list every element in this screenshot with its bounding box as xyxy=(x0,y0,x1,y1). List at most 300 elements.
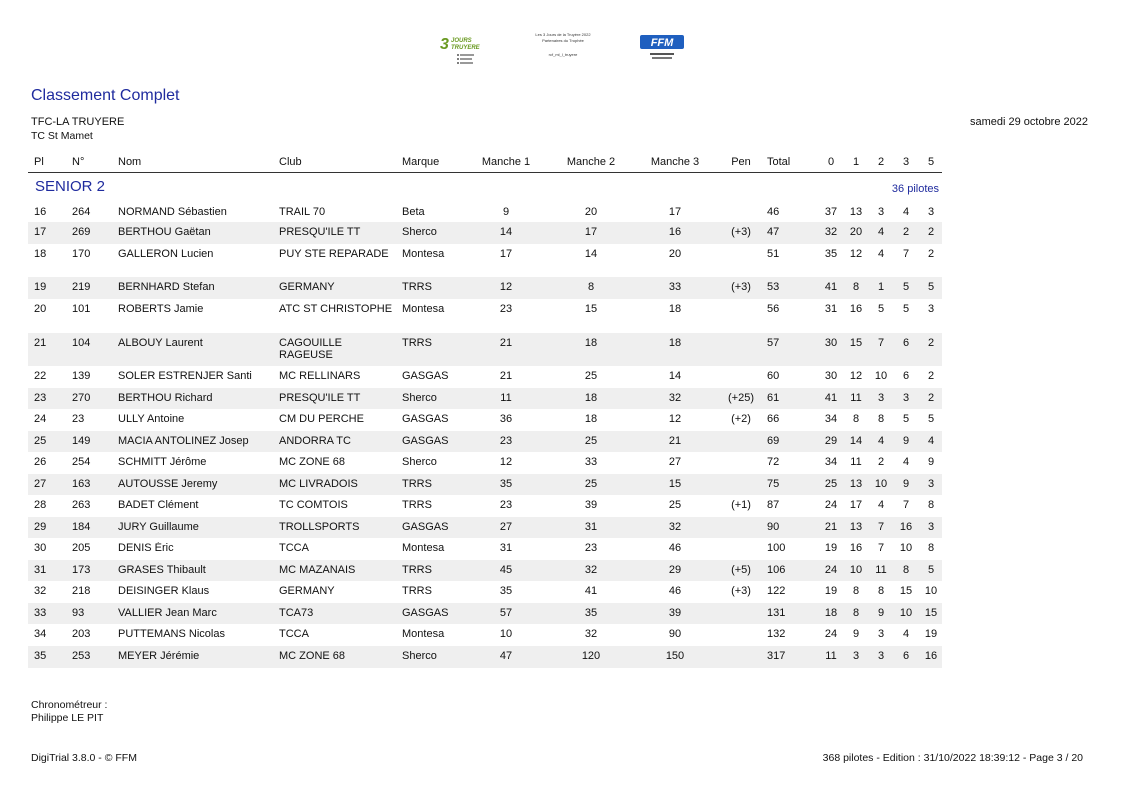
cell-place: 19 xyxy=(34,281,47,293)
timekeeper-label: Chronométreur : xyxy=(31,699,108,711)
cell-round-1: 36 xyxy=(499,413,513,425)
table-row xyxy=(28,517,942,538)
cell-round-1: 21 xyxy=(499,337,513,349)
cell-five-count: 19 xyxy=(924,628,938,640)
edition-info: 368 pilotes - Edition : 31/10/2022 18:39:12 - Page 3 / 20 xyxy=(822,752,1083,764)
organizing-club: TC St Mamet xyxy=(31,130,93,142)
cell-total: 87 xyxy=(767,499,780,511)
category-title: SENIOR 2 xyxy=(35,178,106,195)
cell-number: 93 xyxy=(72,607,85,619)
cell-one-count: 14 xyxy=(849,435,863,447)
cell-round-1: 10 xyxy=(499,628,513,640)
table-row xyxy=(28,222,942,244)
cell-zero-count: 34 xyxy=(824,456,838,468)
cell-brand: GASGAS xyxy=(402,435,449,447)
cell-number: 203 xyxy=(72,628,91,640)
cell-round-2: 39 xyxy=(584,499,598,511)
cell-two-count: 1 xyxy=(877,281,885,293)
cell-place: 17 xyxy=(34,226,47,238)
cell-two-count: 8 xyxy=(877,585,885,597)
cell-total: 57 xyxy=(767,337,780,349)
cell-round-2: 17 xyxy=(584,226,598,238)
cell-five-count: 2 xyxy=(927,392,935,404)
cell-club: TCA73 xyxy=(279,607,314,619)
cell-one-count: 8 xyxy=(852,607,860,619)
cell-number: 101 xyxy=(72,303,91,315)
cell-number: 104 xyxy=(72,337,91,349)
cell-club: MC RELLINARS xyxy=(279,370,361,382)
cell-two-count: 8 xyxy=(877,413,885,425)
cell-club: ATC ST CHRISTOPHE xyxy=(279,303,393,315)
cell-brand: GASGAS xyxy=(402,413,449,425)
table-header xyxy=(28,152,942,172)
cell-round-2: 14 xyxy=(584,248,598,260)
cell-brand: Sherco xyxy=(402,456,437,468)
cell-brand: Montesa xyxy=(402,248,445,260)
cell-three-count: 5 xyxy=(902,413,910,425)
table-row xyxy=(28,581,942,603)
cell-round-3: 27 xyxy=(668,456,682,468)
col-header-place: Pl xyxy=(34,156,44,168)
cell-one-count: 8 xyxy=(852,585,860,597)
cell-zero-count: 24 xyxy=(824,499,838,511)
table-row xyxy=(28,202,942,222)
cell-name: GALLERON Lucien xyxy=(118,248,214,260)
cell-two-count: 10 xyxy=(874,478,888,490)
cell-two-count: 3 xyxy=(877,206,885,218)
cell-zero-count: 30 xyxy=(824,370,838,382)
cell-number: 264 xyxy=(72,206,91,218)
cell-one-count: 10 xyxy=(849,564,863,576)
logo-bar xyxy=(0,30,1123,70)
col-header-two: 2 xyxy=(877,156,885,168)
cell-zero-count: 24 xyxy=(824,564,838,576)
cell-round-1: 11 xyxy=(500,392,512,404)
cell-round-3: 33 xyxy=(668,281,682,293)
cell-club: TC COMTOIS xyxy=(279,499,348,511)
cell-place: 22 xyxy=(34,370,47,382)
cell-total: 47 xyxy=(767,226,780,238)
cell-club: MC LIVRADOIS xyxy=(279,478,358,490)
cell-round-1: 31 xyxy=(499,542,513,554)
svg-text:TRUYERE: TRUYERE xyxy=(451,45,480,51)
cell-zero-count: 37 xyxy=(824,206,838,218)
cell-number: 170 xyxy=(72,248,91,260)
cell-five-count: 10 xyxy=(924,585,938,597)
cell-brand: GASGAS xyxy=(402,607,449,619)
cell-two-count: 10 xyxy=(874,370,888,382)
cell-place: 27 xyxy=(34,478,47,490)
cell-club: CM DU PERCHE xyxy=(279,413,364,425)
table-row xyxy=(28,431,942,452)
cell-three-count: 5 xyxy=(902,281,910,293)
col-header-five: 5 xyxy=(927,156,935,168)
cell-round-2: 41 xyxy=(584,585,598,597)
cell-round-1: 23 xyxy=(499,435,513,447)
table-row xyxy=(28,244,942,266)
cell-zero-count: 19 xyxy=(824,542,838,554)
cell-round-2: 32 xyxy=(584,564,598,576)
col-header-total: Total xyxy=(767,156,791,168)
cell-total: 100 xyxy=(767,542,786,554)
cell-zero-count: 11 xyxy=(825,650,837,662)
cell-round-3: 32 xyxy=(668,521,682,533)
cell-club: TRAIL 70 xyxy=(279,206,326,218)
cell-round-2: 15 xyxy=(584,303,598,315)
col-header-one: 1 xyxy=(852,156,860,168)
cell-total: 122 xyxy=(767,585,786,597)
cell-total: 72 xyxy=(767,456,780,468)
cell-three-count: 9 xyxy=(902,478,910,490)
cell-round-2: 18 xyxy=(584,392,598,404)
cell-round-2: 8 xyxy=(587,281,595,293)
cell-zero-count: 34 xyxy=(824,413,838,425)
cell-total: 131 xyxy=(767,607,786,619)
cell-place: 26 xyxy=(34,456,47,468)
cell-zero-count: 29 xyxy=(824,435,838,447)
cell-two-count: 4 xyxy=(877,226,885,238)
cell-place: 35 xyxy=(34,650,47,662)
table-row xyxy=(28,603,942,624)
cell-total: 317 xyxy=(767,650,786,662)
cell-round-1: 23 xyxy=(499,499,513,511)
cell-five-count: 2 xyxy=(927,226,935,238)
cell-club: MC MAZANAIS xyxy=(279,564,356,576)
cell-club: PRESQU'ILE TT xyxy=(279,392,361,404)
table-row xyxy=(28,299,942,333)
cell-name: SCHMITT Jérôme xyxy=(118,456,207,468)
cell-one-count: 17 xyxy=(849,499,863,511)
cell-three-count: 4 xyxy=(902,628,910,640)
event-logo-text xyxy=(526,32,600,66)
cell-place: 28 xyxy=(34,499,47,511)
cell-brand: TRRS xyxy=(402,281,432,293)
cell-round-1: 27 xyxy=(499,521,513,533)
cell-round-1: 47 xyxy=(499,650,513,662)
cell-round-3: 29 xyxy=(668,564,682,576)
cell-five-count: 2 xyxy=(927,337,935,349)
cell-brand: TRRS xyxy=(402,337,432,349)
cell-zero-count: 41 xyxy=(824,281,838,293)
cell-three-count: 16 xyxy=(899,521,913,533)
cell-round-1: 14 xyxy=(499,226,513,238)
cell-round-3: 150 xyxy=(665,650,685,662)
cell-name: DEISINGER Klaus xyxy=(118,585,210,597)
col-header-brand: Marque xyxy=(402,156,440,168)
cell-brand: Beta xyxy=(402,206,425,218)
cell-brand: Sherco xyxy=(402,226,437,238)
cell-zero-count: 25 xyxy=(824,478,838,490)
cell-one-count: 15 xyxy=(849,337,863,349)
cell-number: 205 xyxy=(72,542,91,554)
col-header-round-3: Manche 3 xyxy=(650,156,700,168)
cell-round-3: 16 xyxy=(668,226,682,238)
cell-five-count: 4 xyxy=(927,435,935,447)
cell-round-1: 21 xyxy=(499,370,513,382)
cell-name: MACIA ANTOLINEZ Josep xyxy=(118,435,249,447)
cell-one-count: 8 xyxy=(852,281,860,293)
cell-club: CAGOUILLE RAGEUSE xyxy=(279,337,342,361)
cell-club: TCCA xyxy=(279,542,309,554)
cell-penalty: (+25) xyxy=(728,392,754,404)
cell-three-count: 6 xyxy=(902,370,910,382)
svg-text:FFM: FFM xyxy=(650,37,674,49)
cell-name: GRASES Thibault xyxy=(118,564,206,576)
cell-round-3: 18 xyxy=(668,303,682,315)
timekeeper xyxy=(31,699,107,725)
cell-one-count: 8 xyxy=(852,413,860,425)
event-logo-line: rcf_ml_l_truyere xyxy=(548,52,578,57)
cell-round-3: 39 xyxy=(668,607,682,619)
cell-five-count: 3 xyxy=(927,478,935,490)
cell-number: 270 xyxy=(72,392,91,404)
cell-number: 163 xyxy=(72,478,91,490)
event-logo-line: Partenaires du Trophée xyxy=(542,38,584,43)
cell-place: 18 xyxy=(34,248,47,260)
cell-round-2: 33 xyxy=(584,456,598,468)
cell-club: TROLLSPORTS xyxy=(279,521,360,533)
cell-two-count: 4 xyxy=(877,435,885,447)
cell-club: PUY STE REPARADE xyxy=(279,248,389,260)
cell-name: ALBOUY Laurent xyxy=(118,337,203,349)
cell-number: 269 xyxy=(72,226,91,238)
cell-number: 149 xyxy=(72,435,91,447)
cell-one-count: 11 xyxy=(850,392,862,404)
table-row xyxy=(28,452,942,474)
cell-total: 53 xyxy=(767,281,780,293)
cell-round-2: 18 xyxy=(584,413,598,425)
cell-round-1: 35 xyxy=(499,585,513,597)
cell-round-3: 21 xyxy=(668,435,682,447)
cell-brand: Sherco xyxy=(402,650,437,662)
cell-brand: Montesa xyxy=(402,303,445,315)
cell-brand: Montesa xyxy=(402,542,445,554)
cell-brand: GASGAS xyxy=(402,521,449,533)
cell-name: ULLY Antoine xyxy=(118,413,185,425)
col-header-zero: 0 xyxy=(827,156,835,168)
software-credit: DigiTrial 3.8.0 - © FFM xyxy=(31,752,137,764)
cell-total: 56 xyxy=(767,303,780,315)
trois-jours-logo-graphic xyxy=(440,34,496,66)
ffm-logo xyxy=(640,33,686,65)
cell-three-count: 7 xyxy=(902,499,910,511)
cell-round-3: 15 xyxy=(668,478,682,490)
cell-zero-count: 21 xyxy=(824,521,838,533)
cell-number: 254 xyxy=(72,456,91,468)
cell-brand: GASGAS xyxy=(402,370,449,382)
cell-one-count: 13 xyxy=(849,206,863,218)
cell-place: 33 xyxy=(34,607,47,619)
cell-name: VALLIER Jean Marc xyxy=(118,607,217,619)
cell-total: 69 xyxy=(767,435,780,447)
cell-round-2: 18 xyxy=(584,337,598,349)
cell-zero-count: 32 xyxy=(824,226,838,238)
cell-total: 75 xyxy=(767,478,780,490)
cell-two-count: 7 xyxy=(877,337,885,349)
svg-text:3: 3 xyxy=(440,36,449,53)
table-row xyxy=(28,495,942,517)
cell-five-count: 2 xyxy=(927,370,935,382)
cell-zero-count: 18 xyxy=(824,607,838,619)
cell-round-3: 90 xyxy=(668,628,682,640)
cell-place: 16 xyxy=(34,206,47,218)
cell-one-count: 20 xyxy=(849,226,863,238)
cell-five-count: 5 xyxy=(927,564,935,576)
cell-round-1: 35 xyxy=(499,478,513,490)
cell-brand: TRRS xyxy=(402,564,432,576)
cell-place: 23 xyxy=(34,392,47,404)
cell-three-count: 2 xyxy=(902,226,910,238)
cell-three-count: 3 xyxy=(902,392,910,404)
cell-three-count: 4 xyxy=(902,206,910,218)
cell-place: 32 xyxy=(34,585,47,597)
cell-round-2: 25 xyxy=(584,478,598,490)
cell-round-2: 23 xyxy=(584,542,598,554)
cell-round-3: 25 xyxy=(668,499,682,511)
cell-place: 34 xyxy=(34,628,47,640)
cell-three-count: 15 xyxy=(899,585,913,597)
col-header-three: 3 xyxy=(902,156,910,168)
cell-round-1: 45 xyxy=(499,564,513,576)
event-date: samedi 29 octobre 2022 xyxy=(969,116,1088,128)
cell-number: 253 xyxy=(72,650,91,662)
cell-round-3: 12 xyxy=(668,413,682,425)
cell-round-1: 23 xyxy=(499,303,513,315)
cell-five-count: 8 xyxy=(927,499,935,511)
cell-five-count: 3 xyxy=(927,206,935,218)
cell-five-count: 3 xyxy=(927,521,935,533)
cell-five-count: 5 xyxy=(927,413,935,425)
cell-penalty: (+3) xyxy=(731,226,751,238)
table-row xyxy=(28,646,942,668)
cell-three-count: 4 xyxy=(902,456,910,468)
col-header-penalty: Pen xyxy=(731,156,751,168)
col-header-round-1: Manche 1 xyxy=(481,156,531,168)
cell-five-count: 16 xyxy=(924,650,938,662)
cell-two-count: 4 xyxy=(877,248,885,260)
cell-club: MC ZONE 68 xyxy=(279,456,346,468)
cell-one-count: 16 xyxy=(849,542,863,554)
cell-three-count: 5 xyxy=(902,303,910,315)
table-row xyxy=(28,277,942,299)
col-header-round-2: Manche 2 xyxy=(566,156,616,168)
cell-five-count: 9 xyxy=(927,456,935,468)
cell-round-2: 120 xyxy=(581,650,601,662)
cell-two-count: 4 xyxy=(877,499,885,511)
timekeeper-name: Philippe LE PIT xyxy=(31,712,104,724)
cell-brand: Sherco xyxy=(402,392,437,404)
event-logo-line: Les 3 Jours de la Truyère 2022 xyxy=(535,32,591,37)
cell-one-count: 16 xyxy=(849,303,863,315)
cell-name: DENIS Éric xyxy=(118,542,174,554)
cell-three-count: 7 xyxy=(902,248,910,260)
cell-name: ROBERTS Jamie xyxy=(118,303,204,315)
cell-total: 51 xyxy=(767,248,780,260)
cell-total: 90 xyxy=(767,521,780,533)
cell-one-count: 11 xyxy=(850,456,862,468)
cell-place: 30 xyxy=(34,542,47,554)
cell-name: PUTTEMANS Nicolas xyxy=(118,628,225,640)
cell-number: 263 xyxy=(72,499,91,511)
cell-club: PRESQU'ILE TT xyxy=(279,226,361,238)
cell-place: 21 xyxy=(34,337,47,349)
cell-three-count: 10 xyxy=(899,607,913,619)
table-row xyxy=(28,366,942,388)
cell-two-count: 3 xyxy=(877,628,885,640)
cell-round-3: 20 xyxy=(668,248,682,260)
cell-round-2: 35 xyxy=(584,607,598,619)
cell-name: BERTHOU Richard xyxy=(118,392,213,404)
table-row xyxy=(28,624,942,646)
cell-round-1: 9 xyxy=(502,206,510,218)
cell-round-3: 14 xyxy=(668,370,682,382)
cell-penalty: (+2) xyxy=(731,413,751,425)
col-header-club: Club xyxy=(279,156,302,168)
cell-one-count: 9 xyxy=(852,628,860,640)
cell-three-count: 9 xyxy=(902,435,910,447)
cell-one-count: 12 xyxy=(849,248,863,260)
ffm-logo-graphic xyxy=(640,33,686,65)
cell-round-2: 25 xyxy=(584,435,598,447)
cell-zero-count: 19 xyxy=(824,585,838,597)
cell-club: ANDORRA TC xyxy=(279,435,351,447)
table-row xyxy=(28,388,942,409)
cell-name: BERTHOU Gaëtan xyxy=(118,226,211,238)
cell-round-1: 17 xyxy=(499,248,513,260)
cell-club: MC ZONE 68 xyxy=(279,650,346,662)
cell-total: 132 xyxy=(767,628,786,640)
cell-total: 66 xyxy=(767,413,780,425)
cell-three-count: 6 xyxy=(902,650,910,662)
cell-five-count: 8 xyxy=(927,542,935,554)
cell-round-3: 17 xyxy=(668,206,682,218)
table-row xyxy=(28,409,942,431)
cell-two-count: 9 xyxy=(877,607,885,619)
cell-place: 29 xyxy=(34,521,47,533)
cell-place: 31 xyxy=(34,564,47,576)
cell-penalty: (+1) xyxy=(731,499,751,511)
cell-club: GERMANY xyxy=(279,585,335,597)
cell-zero-count: 24 xyxy=(824,628,838,640)
page-title: Classement Complet xyxy=(31,87,180,104)
cell-number: 184 xyxy=(72,521,91,533)
cell-one-count: 12 xyxy=(849,370,863,382)
cell-five-count: 2 xyxy=(927,248,935,260)
cell-number: 173 xyxy=(72,564,91,576)
cell-two-count: 2 xyxy=(877,456,885,468)
cell-one-count: 3 xyxy=(852,650,860,662)
cell-name: MEYER Jérémie xyxy=(118,650,200,662)
cell-zero-count: 41 xyxy=(824,392,838,404)
table-row xyxy=(28,560,942,581)
cell-three-count: 10 xyxy=(899,542,913,554)
cell-number: 139 xyxy=(72,370,91,382)
cell-two-count: 7 xyxy=(877,542,885,554)
table-row xyxy=(28,333,942,366)
cell-five-count: 3 xyxy=(927,303,935,315)
cell-two-count: 5 xyxy=(877,303,885,315)
cell-brand: Montesa xyxy=(402,628,445,640)
cell-round-3: 32 xyxy=(668,392,682,404)
trois-jours-logo xyxy=(440,34,496,66)
table-row xyxy=(28,538,942,560)
cell-total: 60 xyxy=(767,370,780,382)
cell-zero-count: 31 xyxy=(824,303,838,315)
header-divider xyxy=(28,172,942,173)
cell-round-3: 46 xyxy=(668,585,682,597)
cell-two-count: 3 xyxy=(877,392,885,404)
cell-three-count: 6 xyxy=(902,337,910,349)
